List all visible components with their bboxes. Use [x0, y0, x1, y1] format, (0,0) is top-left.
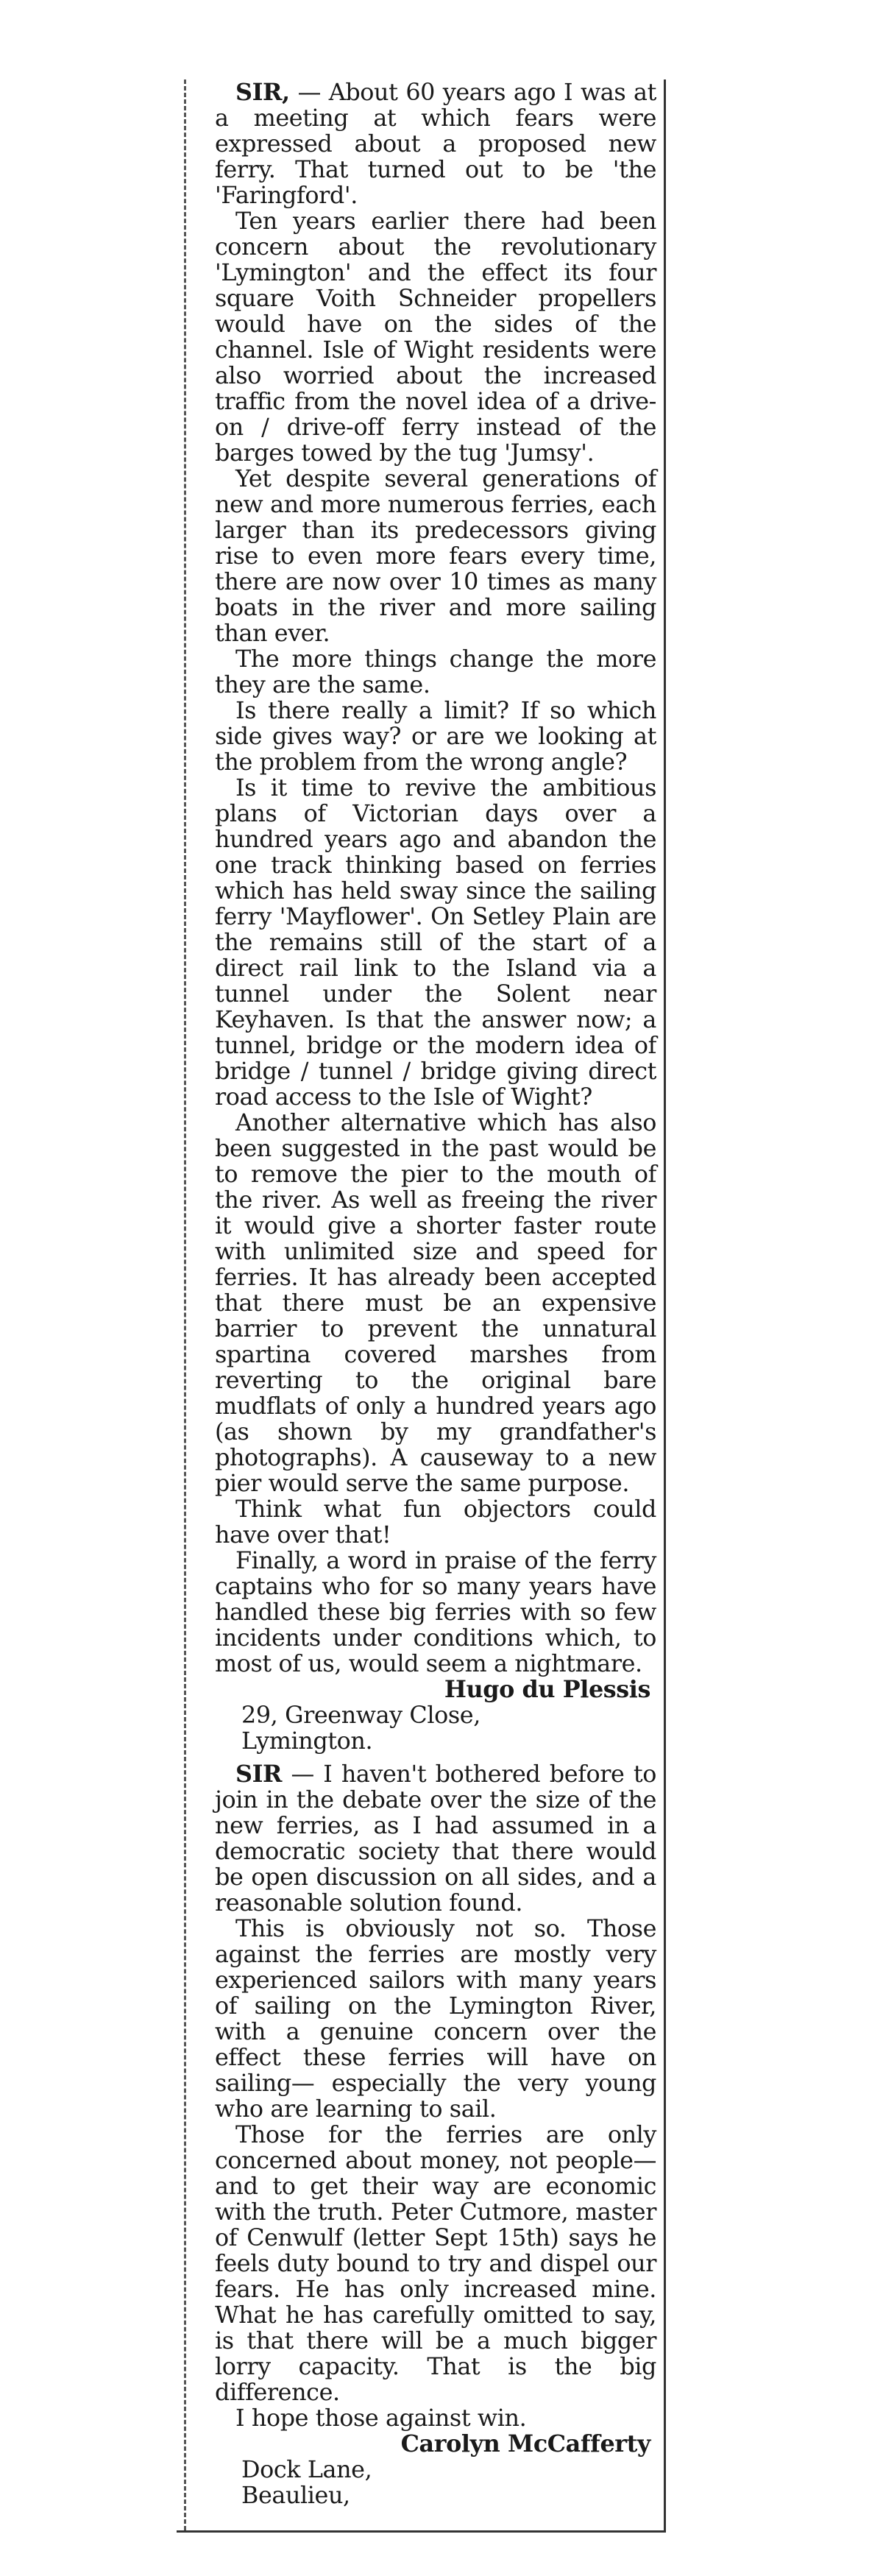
letter1-paragraph: The more things change the more they are the same. [215, 645, 656, 698]
letter2-signature: Carolyn McCafferty [400, 2430, 650, 2458]
letter1-paragraph: — About 60 years ago I was at a meeting at which fears were expressed about a proposed new ferry. That turned out to be 'the 'Faringford'. [215, 79, 656, 209]
letter1-address-line: 29, Greenway Close, [241, 1702, 480, 1729]
letter1-opening [215, 79, 656, 208]
column-rule-right [664, 79, 666, 2530]
letter2-salutation: SIR [235, 1761, 283, 1788]
letter2-paragraph: Those for the ferries are only concerned about money, not people— and to get their way are economic with the truth. Peter Cutmore, master of Cenwulf (letter Sept 15th) says he feels duty bound to try and dispel our fears. He has only increased mine. What he has carefully omitted to say, is that there will be a much bigger lorry capacity. That is the big difference. [215, 2121, 656, 2406]
letter2-address-line: Beaulieu, [241, 2482, 350, 2509]
column-rule-bottom [177, 2530, 666, 2533]
letter2-paragraph: I hope those against win. [235, 2405, 527, 2432]
letter2-opening [215, 1761, 656, 1916]
letter1-paragraph: Ten years earlier there had been concern about the revolutionary 'Lymington' and the effect its four square Voith Schneider propellers would have on the sides of the channel. Isle of Wight residents were also worried about the increased traffic from the novel idea of a drive-on / drive-off ferry instead of the barges towed by the tug 'Jumsy'. [215, 208, 656, 467]
letters-column [215, 79, 656, 2508]
letter2-paragraph: This is obviously not so. Those against the ferries are mostly very experienced sailors with many years of sailing on the Lymington River, with a genuine concern over the effect these ferries will have on sailing— especially the very young who are learning to sail. [215, 1915, 656, 2123]
letter1-paragraph: Is it time to revive the ambitious plans of Victorian days over a hundred years ago and abandon the one track thinking based on ferries which has held sway since the sailing ferry 'Mayflower'. On Setley Plain are the remains still of the start of a direct rail link to the Island via a tunnel under the Solent near Keyhaven. Is that the answer now; a tunnel, bridge or the modern idea of bridge / tunnel / bridge giving direct road access to the Isle of Wight? [215, 774, 656, 1111]
letter1-paragraph: Yet despite several generations of new and more numerous ferries, each larger than its predecessors giving rise to even more fears every time, there are now over 10 times as many boats in the river and more sailing than ever. [215, 465, 656, 647]
letter2-paragraph: — I haven't bothered before to join in the debate over the size of the new ferries, as I had assumed in a democratic society that there would be open discussion on all sides, and a reasonable solution found. [215, 1761, 656, 1917]
newspaper-clipping [169, 79, 670, 2545]
letter1-salutation: SIR, [235, 79, 290, 106]
letter1-paragraph: Finally, a word in praise of the ferry captains who for so many years have handled these big ferries with so few incidents under conditions which, to most of us, would seem a nightmare. [215, 1547, 656, 1677]
letter1-signature: Hugo du Plessis [444, 1676, 650, 1703]
letter1-address-line: Lymington. [241, 1727, 373, 1755]
letter1-paragraph: Another alternative which has also been suggested in the past would be to remove the pier to the mouth of the river. As well as freeing the river it would give a shorter faster route with unlimited size and speed for ferries. It has already been accepted that there must be an expensive barrier to prevent the unnatural spartina covered marshes from reverting to the original bare mudflats of only a hundred years ago (as shown by my grandfather's photographs). A causeway to a new pier would serve the same purpose. [215, 1109, 656, 1497]
letter2-address-line: Dock Lane, [241, 2456, 372, 2483]
letter1-paragraph: Think what fun objectors could have over that! [215, 1496, 656, 1549]
clipping-left-edge [184, 79, 186, 2530]
letter1-paragraph: Is there really a limit? If so which side gives way? or are we looking at the problem from the wrong angle? [215, 697, 656, 776]
